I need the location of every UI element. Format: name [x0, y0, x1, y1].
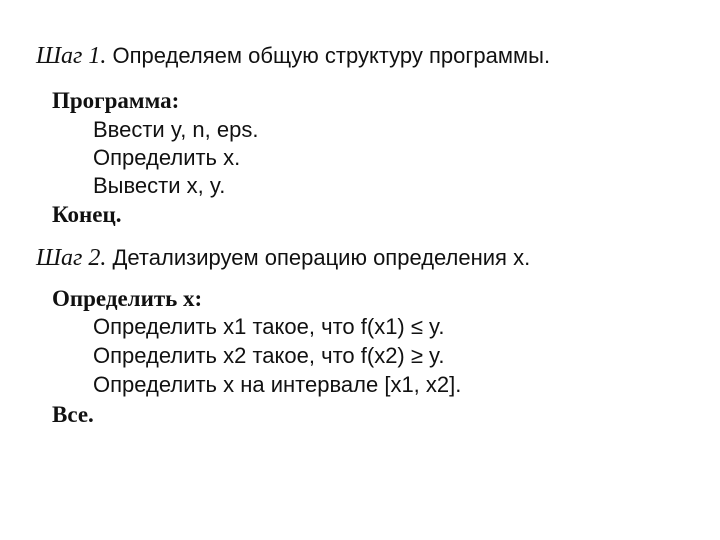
define-line: Определить x на интервале [x1, x2]. — [93, 372, 462, 397]
step2-text: Детализируем операцию определения x. — [112, 245, 531, 270]
define-footer: Все. — [52, 402, 94, 427]
program-line: Определить x. — [93, 145, 241, 170]
define-header: Определить x: — [52, 286, 203, 311]
define-line: Определить x2 такое, что f(x2) ≥ y. — [93, 343, 445, 368]
define-line: Определить x1 такое, что f(x1) ≤ y. — [93, 314, 445, 339]
program-header: Программа: — [52, 88, 180, 113]
step1-text: Определяем общую структуру программы. — [112, 43, 551, 68]
step2-heading — [36, 245, 530, 271]
program-footer: Конец. — [52, 202, 122, 227]
step1-heading — [36, 43, 550, 69]
program-line: Вывести x, y. — [93, 173, 226, 198]
step1-label: Шаг 1. — [36, 43, 107, 69]
program-line: Ввести y, n, eps. — [93, 117, 259, 142]
step2-label: Шаг 2. — [36, 245, 107, 271]
